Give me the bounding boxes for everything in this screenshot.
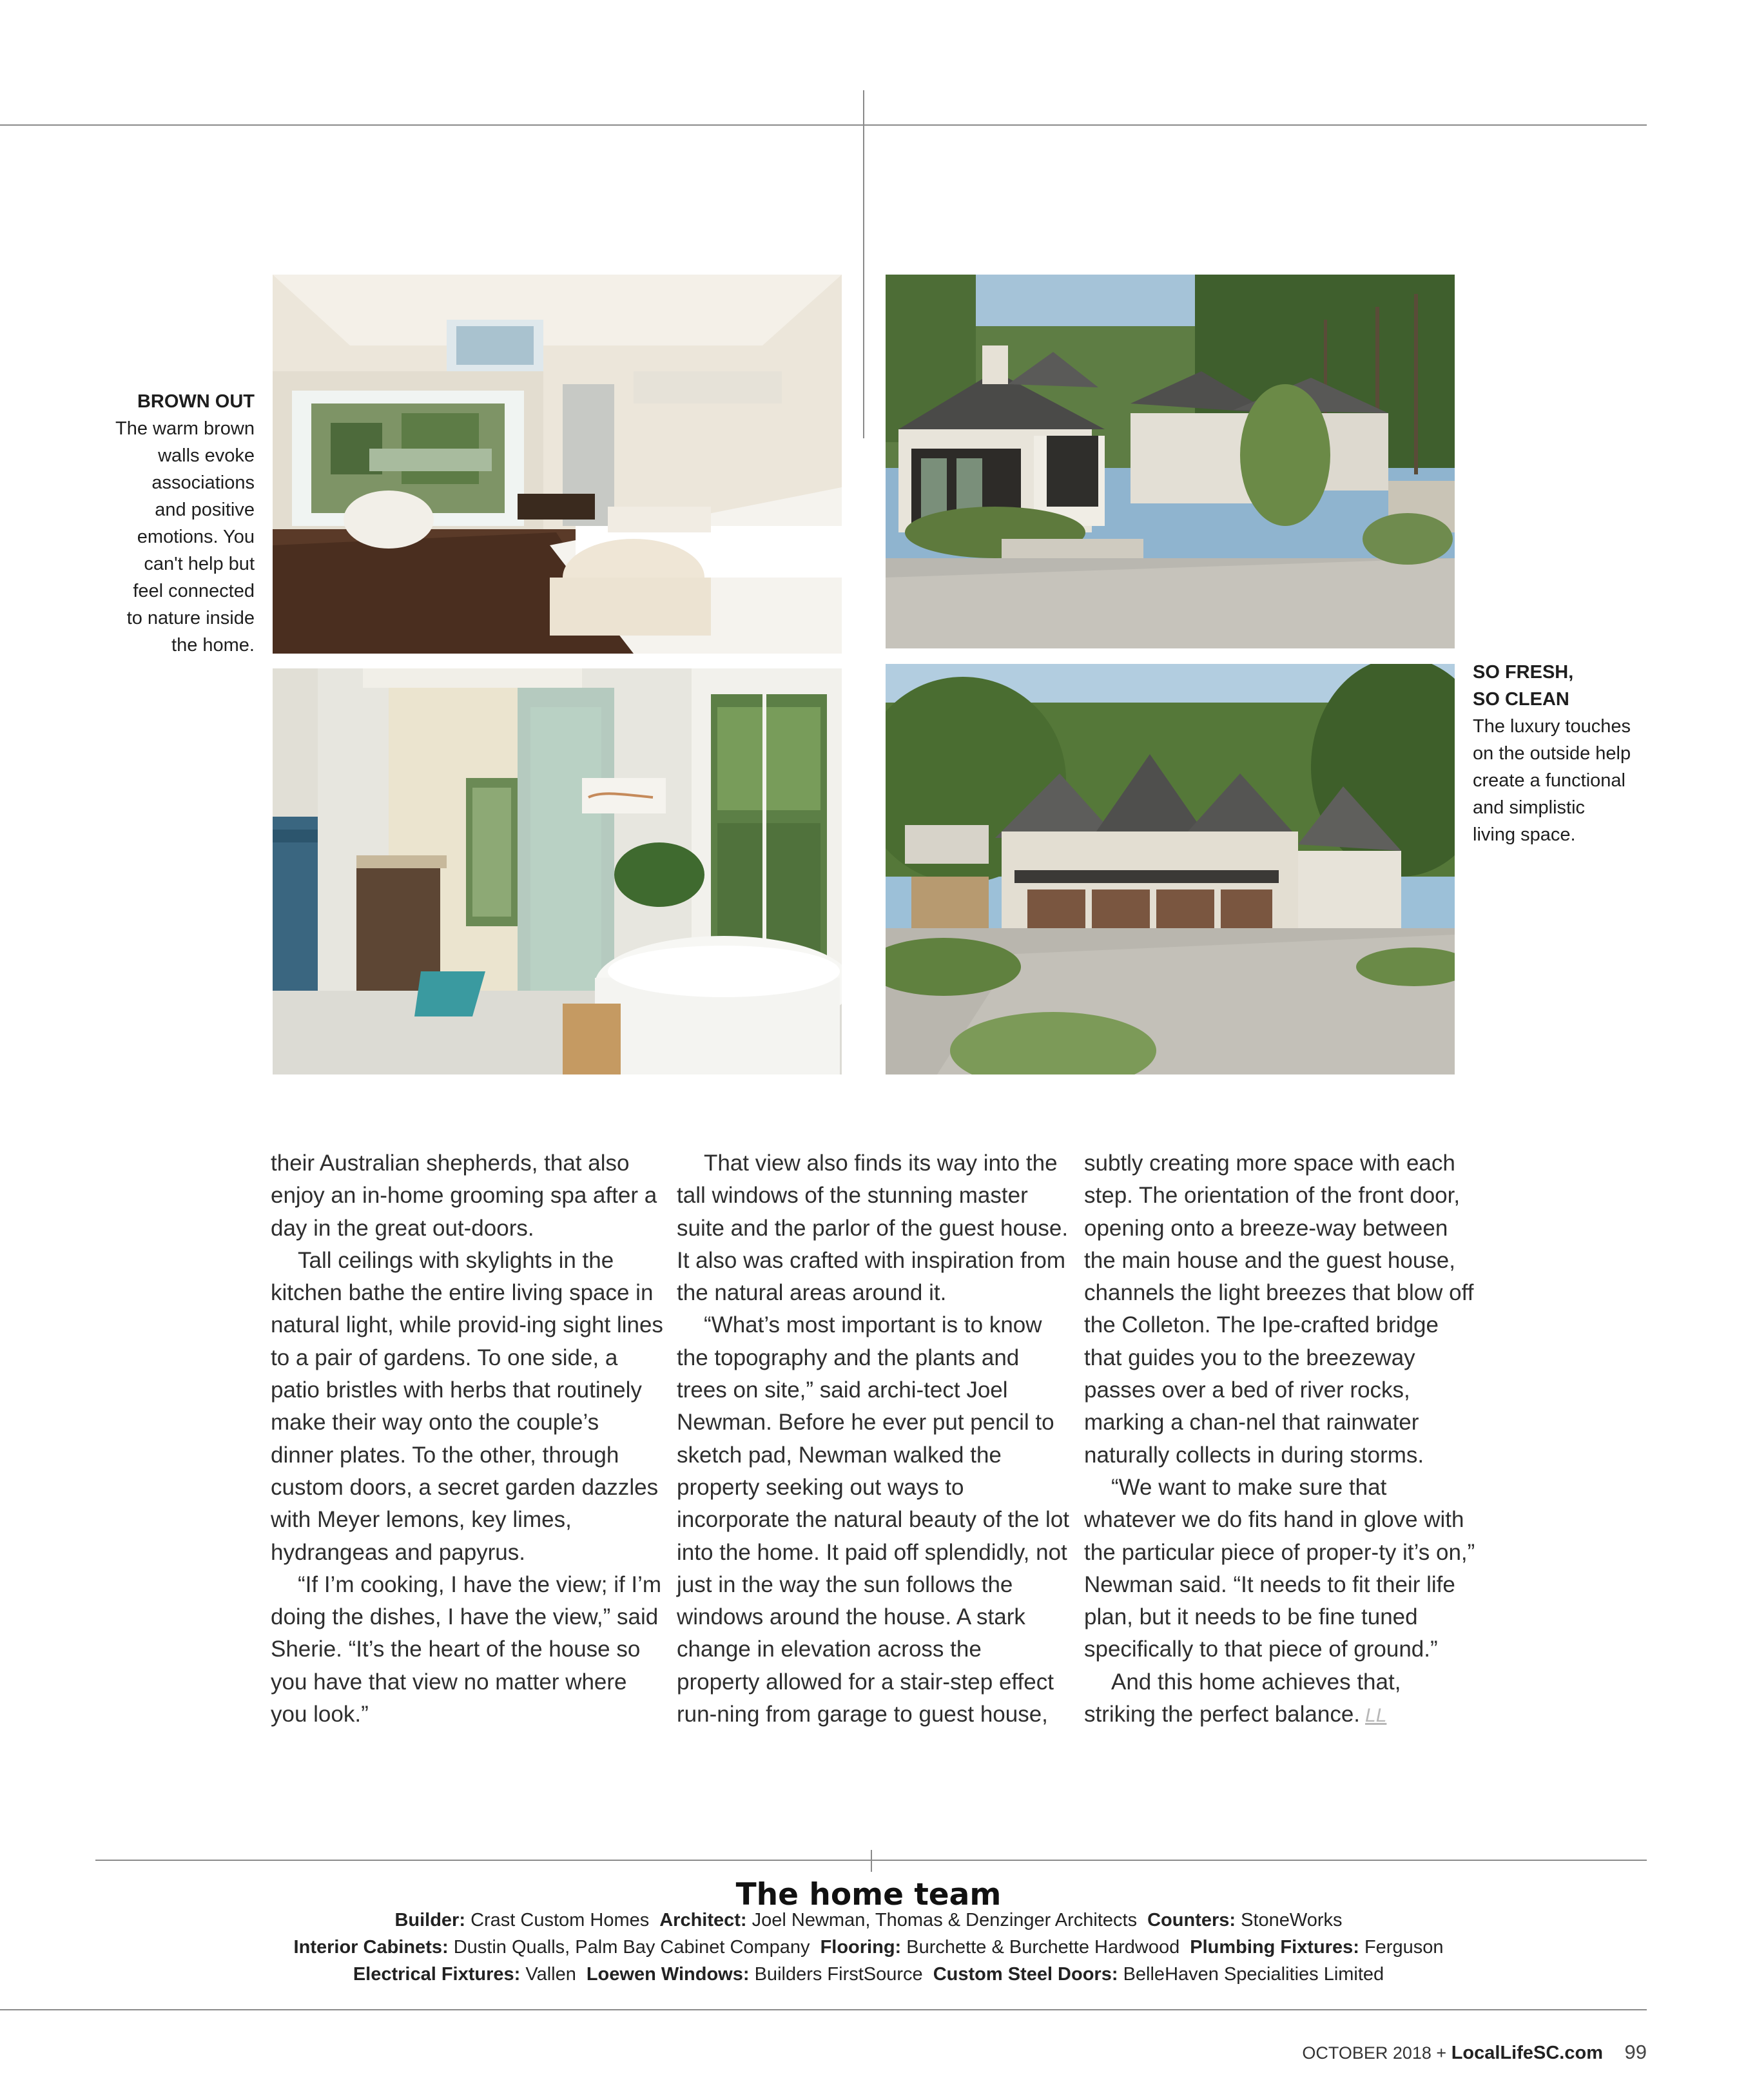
credit-value: Joel Newman, Thomas & Denzinger Architects [752, 1910, 1138, 1930]
credit-value: BelleHaven Specialities Limited [1123, 1964, 1384, 1985]
exterior-image [886, 275, 1455, 648]
paragraph: subtly creating more space with each step. The orientation of the front door, opening onto a breeze-way between the main house and the guest house, channels the light breezes that blow off the Colleton. The Ipe-crafted bridge that guides you to the breezeway passes over a bed of river rocks, marking a chan-nel that rainwater naturally collects in during storms. [1084, 1151, 1474, 1468]
home-team-title: The home team [735, 1877, 1002, 1912]
paragraph: Tall ceilings with skylights in the kitchen bathe the entire living space in natural light, while provid-ing sight lines to a pair of gardens. To one side, a patio bristles with herbs that routinely make their way onto the couple’s dinner plates. To the other, through custom doors, a secret garden dazzles with Meyer lemons, key limes, hydrangeas and papyrus. [271, 1247, 663, 1565]
caption-line: walls evoke [158, 445, 255, 466]
team-bottom-rule [0, 2009, 1647, 2010]
paragraph-text: And this home achieves that, striking the perfect balance. [1084, 1669, 1401, 1727]
paragraph: “We want to make sure that whatever we do fits hand in glove with the particular piece of proper-ty it’s on,” Newman said. “It needs to fit their life plan, but it needs to be fine tuned specifically to that piece of ground.” [1084, 1474, 1475, 1662]
paragraph: That view also finds its way into the tall windows of the stunning master suite and the parlor of the guest house. It also was crafted with inspiration from the natural areas around it. [677, 1151, 1069, 1306]
page-number: 99 [1624, 2041, 1647, 2063]
caption-line: and simplistic [1473, 797, 1586, 818]
caption-line: The luxury touches [1473, 716, 1631, 737]
garage-image [886, 664, 1455, 1074]
credit-label: Flooring: [820, 1937, 902, 1958]
credit-value: Crast Custom Homes [471, 1910, 650, 1930]
credit-label: Interior Cabinets: [293, 1937, 449, 1958]
credit-label: Builder: [394, 1910, 465, 1930]
paragraph: “If I’m cooking, I have the view; if I’m doing the dishes, I have the view,” said Sherie. “It’s the heart of the house so you have that view no matter where you look.” [271, 1571, 662, 1727]
caption-title: BROWN OUT [137, 391, 255, 412]
caption-line: on the outside help [1473, 743, 1631, 764]
exterior-photo [886, 275, 1455, 648]
home-team-line-1 [0, 1910, 1737, 1931]
home-team-line-2 [0, 1937, 1737, 1958]
caption-title: SO FRESH, [1473, 662, 1574, 683]
home-team-line-3 [0, 1964, 1737, 1985]
caption-line: to nature inside [126, 608, 255, 628]
credit-label: Architect: [659, 1910, 747, 1930]
credit-label: Plumbing Fixtures: [1190, 1937, 1359, 1958]
credit-value: StoneWorks [1241, 1910, 1343, 1930]
paragraph: “What’s most important is to know the topography and the plants and trees on site,” said archi-tect Joel Newman. Before he ever put pencil to sketch pad, Newman walked the property seeking out ways to incorporate the natural beauty of the lot into the home. It paid off splendidly, not just in the way the sun follows the windows around the house. A stark change in elevation across the property allowed for a stair-step effect run-ning from garage to guest house, [677, 1312, 1070, 1727]
end-mark: LL [1365, 1705, 1387, 1727]
folio-plus: + [1436, 2043, 1447, 2063]
article-column-3 [1084, 1147, 1477, 1732]
article-column-2 [677, 1147, 1070, 1731]
caption-line: associations [151, 472, 255, 493]
credit-label: Loewen Windows: [586, 1964, 750, 1985]
caption-line: The warm brown [115, 418, 255, 439]
caption-line: feel connected [133, 581, 255, 601]
caption-title: SO CLEAN [1473, 689, 1569, 710]
credit-value: Builders FirstSource [754, 1964, 923, 1985]
caption-line: living space. [1473, 824, 1576, 845]
credit-value: Ferguson [1364, 1937, 1444, 1958]
caption-line: create a functional [1473, 770, 1625, 791]
page-folio [1302, 2041, 1647, 2064]
top-rule [0, 124, 1647, 126]
folio-site-link[interactable]: LocalLifeSC.com [1451, 2043, 1603, 2063]
credit-label: Custom Steel Doors: [933, 1964, 1118, 1985]
paragraph: their Australian shepherds, that also enjoy an in-home grooming spa after a day in the great out-doors. [271, 1151, 657, 1241]
credit-value: Vallen [525, 1964, 576, 1985]
bedroom-photo [273, 275, 842, 654]
caption-brown-out [97, 388, 255, 659]
credit-label: Electrical Fixtures: [353, 1964, 521, 1985]
paragraph-last [1084, 1666, 1477, 1733]
caption-line: the home. [171, 635, 255, 656]
caption-so-fresh [1473, 659, 1653, 848]
bathroom-photo [273, 668, 842, 1074]
credit-value: Burchette & Burchette Hardwood [906, 1937, 1180, 1958]
garage-photo [886, 664, 1455, 1074]
team-center-tick [871, 1850, 872, 1872]
credit-value: Dustin Qualls, Palm Bay Cabinet Company [453, 1937, 810, 1958]
caption-line: emotions. You [137, 527, 255, 547]
caption-line: can't help but [144, 554, 255, 574]
credit-label: Counters: [1147, 1910, 1236, 1930]
bedroom-image [273, 275, 842, 654]
bathroom-image [273, 668, 842, 1074]
article-column-1 [271, 1147, 664, 1731]
top-center-tick [863, 90, 864, 438]
caption-line: and positive [155, 500, 255, 520]
folio-date: OCTOBER 2018 [1302, 2043, 1431, 2063]
